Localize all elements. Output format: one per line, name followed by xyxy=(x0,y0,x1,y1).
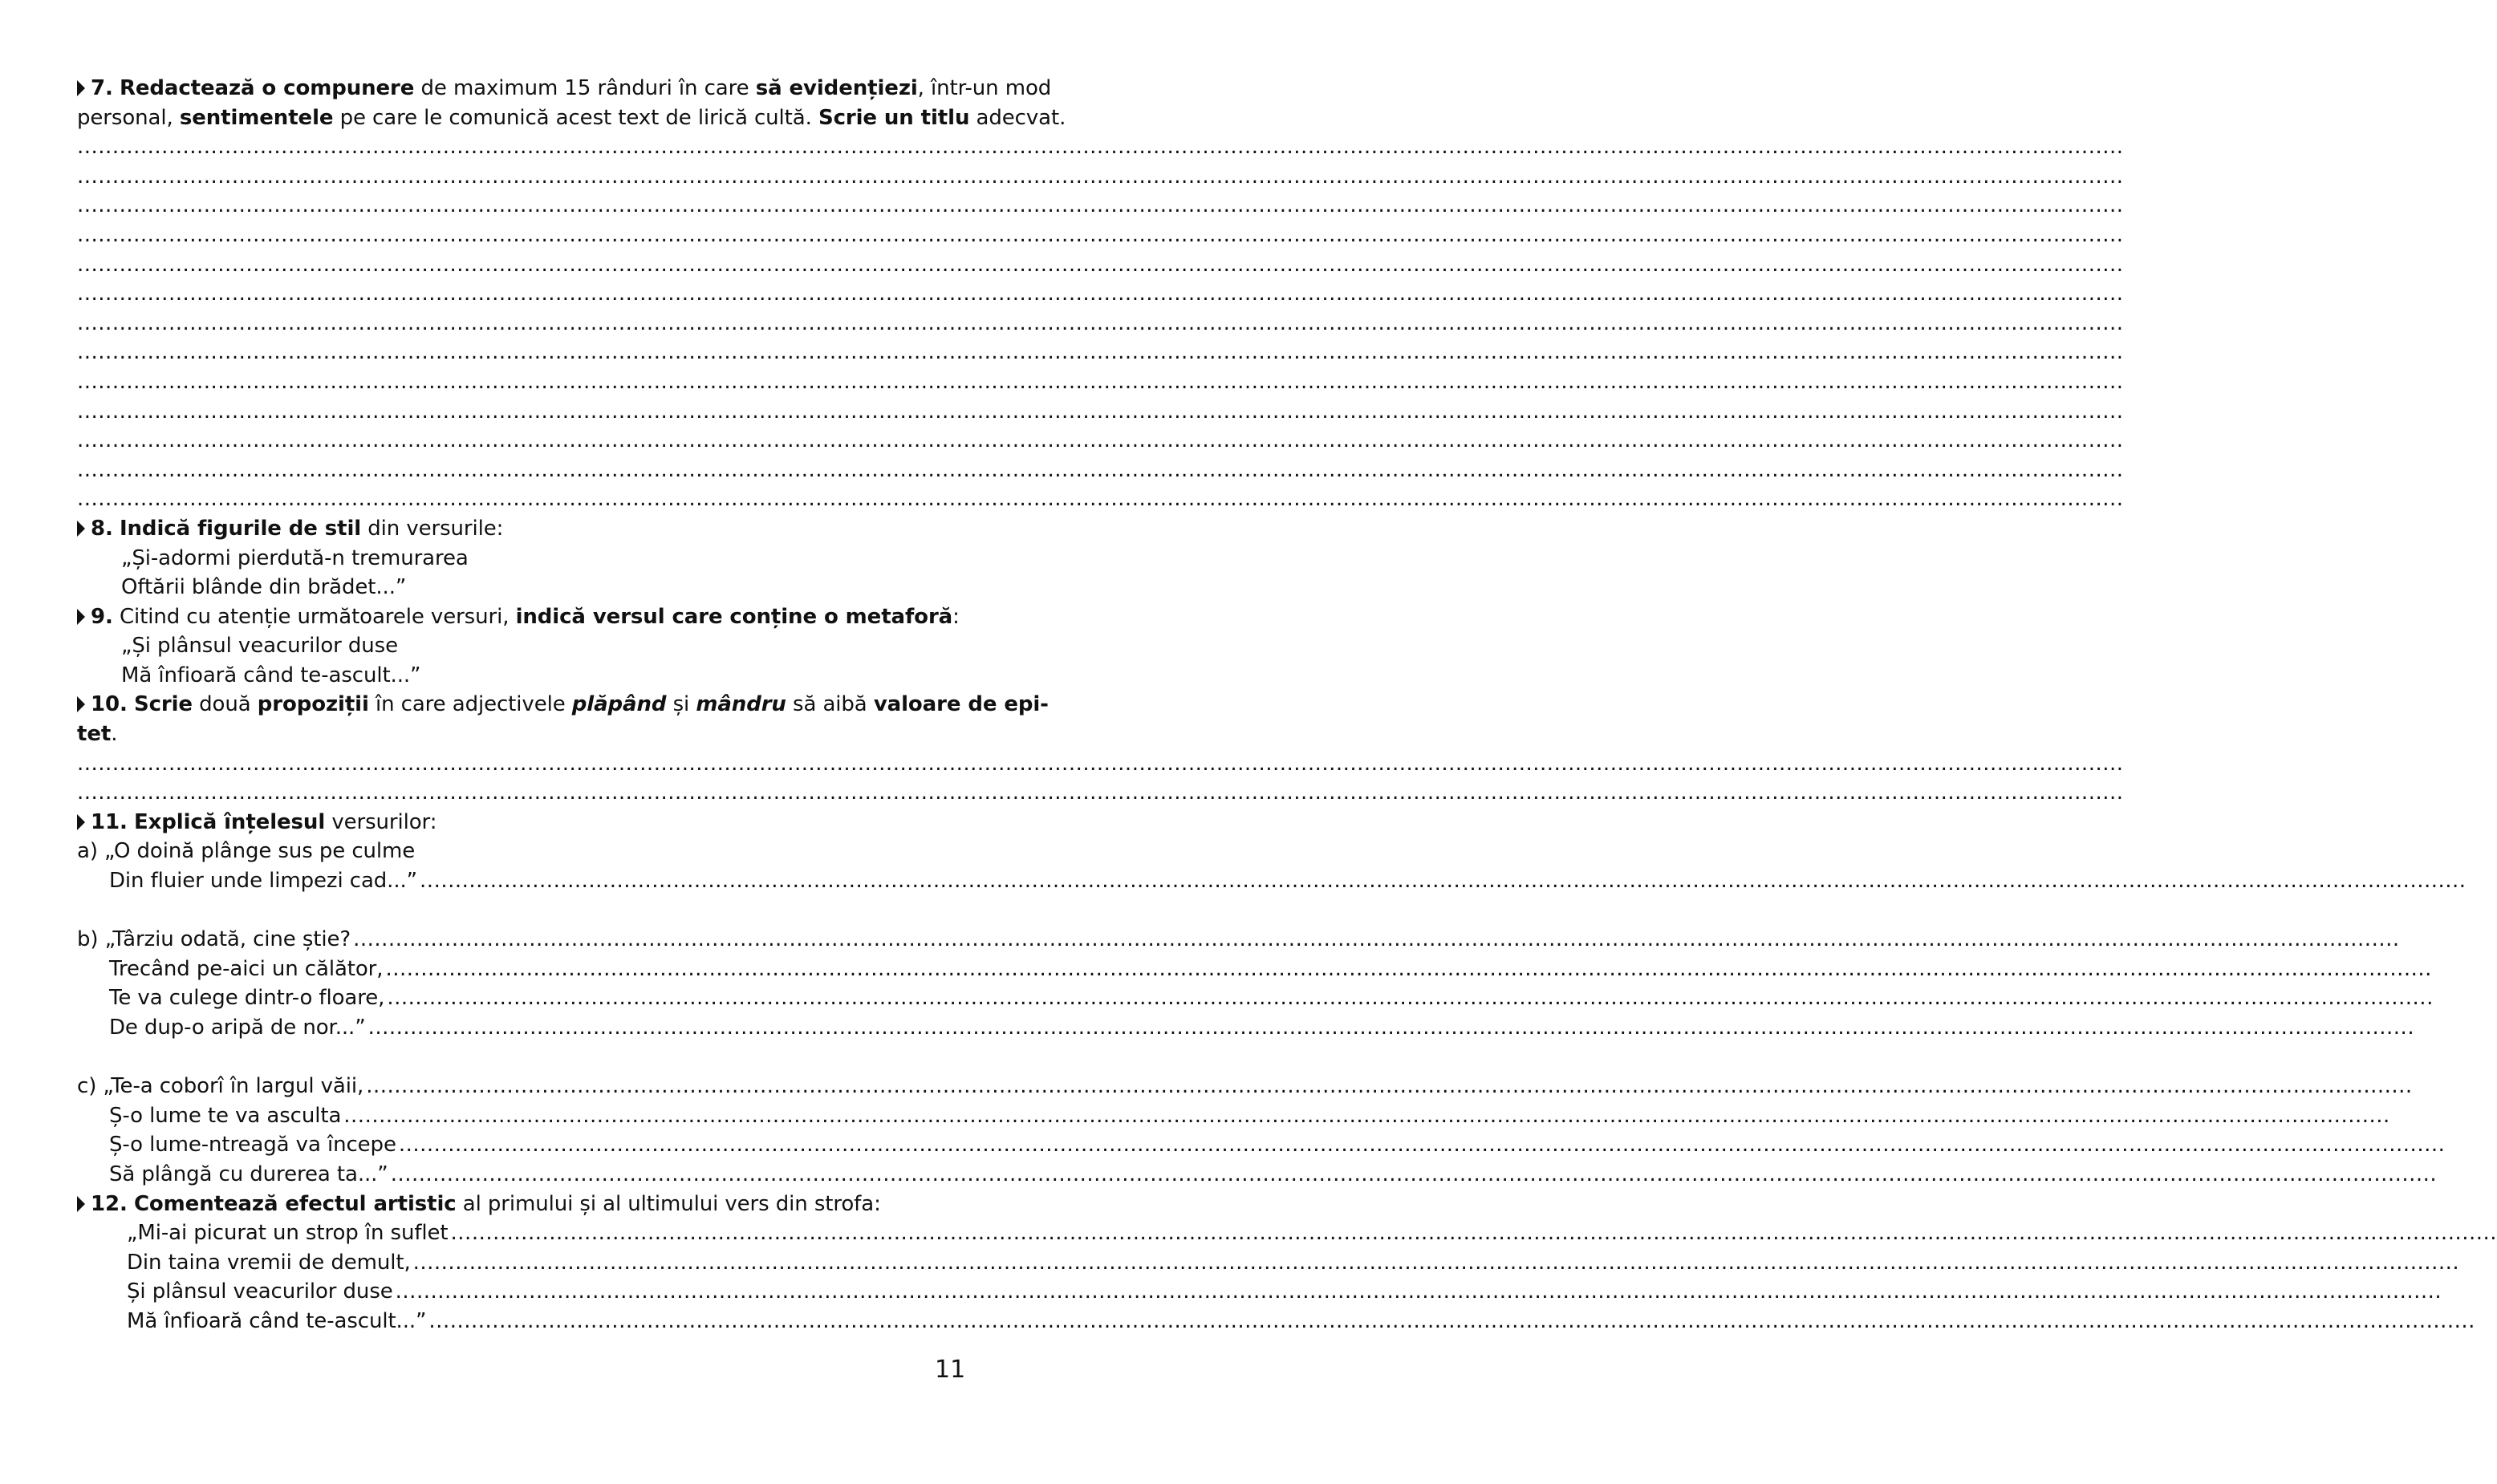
verse-line: a) „O doină plânge sus pe culme xyxy=(77,839,416,864)
answer-line[interactable]: ................................................................................................................................................................................................................................................................................................... xyxy=(77,399,2124,424)
triangle-bullet-icon xyxy=(77,80,85,96)
question-10-line-1: 10. Scrie două propoziții în care adjectivele plăpând și mândru să aibă valoare de epi- xyxy=(77,690,961,720)
triangle-bullet-icon xyxy=(77,1196,85,1212)
answer-line[interactable]: ................................................................................................................................................................................................................................................................................................... xyxy=(77,369,2124,394)
answer-line[interactable]: ................................................................................................................................................................................................................................................................................................... xyxy=(77,222,2124,247)
triangle-bullet-icon xyxy=(77,521,85,537)
verse-line: „Și-adormi pierdută-n tremurarea xyxy=(121,545,469,570)
verse-answer-line[interactable]: b) „Târziu odată, cine știe? ................................................................................................................................................................................................................................................................................................... xyxy=(77,927,2400,952)
verse-answer-line[interactable]: Și plânsul veacurilor duse ................................................................................................................................................................................................................................................................................................... xyxy=(127,1279,2442,1304)
answer-line[interactable]: ................................................................................................................................................................................................................................................................................................... xyxy=(77,457,2124,482)
verse-answer-line[interactable]: „Mi-ai picurat un strop în suflet ................................................................................................................................................................................................................................................................................................... xyxy=(127,1221,2497,1246)
answer-line[interactable]: ................................................................................................................................................................................................................................................................................................... xyxy=(77,751,2124,776)
triangle-bullet-icon xyxy=(77,696,85,712)
verse-line: Oftării blânde din brădet...” xyxy=(121,575,407,600)
question-8-line: 8. Indică figurile de stil din versurile: xyxy=(77,514,961,544)
answer-line[interactable]: ................................................................................................................................................................................................................................................................................................... xyxy=(77,310,2124,335)
answer-line[interactable]: ................................................................................................................................................................................................................................................................................................... xyxy=(77,282,2124,306)
answer-line[interactable]: ................................................................................................................................................................................................................................................................................................... xyxy=(77,135,2124,160)
verse-answer-line[interactable]: Te va culege dintr-o floare, ................................................................................................................................................................................................................................................................................................... xyxy=(109,986,2434,1011)
answer-line[interactable]: ................................................................................................................................................................................................................................................................................................... xyxy=(77,252,2124,277)
verse-answer-line[interactable]: De dup-o aripă de nor...” ................................................................................................................................................................................................................................................................................................... xyxy=(109,1016,2415,1040)
verse-answer-line[interactable]: Să plângă cu durerea ta...” ................................................................................................................................................................................................................................................................................................... xyxy=(109,1162,2438,1186)
verse-line: Mă înfioară când te-ascult...” xyxy=(121,663,421,687)
triangle-bullet-icon xyxy=(77,609,85,625)
page-number: 11 xyxy=(935,1356,966,1384)
verse-answer-line[interactable]: Ș-o lume-ntreagă va începe ................................................................................................................................................................................................................................................................................................... xyxy=(109,1133,2446,1158)
question-10-line-2: tet. xyxy=(77,722,118,747)
worksheet-page xyxy=(77,74,2497,1336)
question-12-line: 12. Comentează efectul artistic al primului și al ultimului vers din strofa: xyxy=(77,1190,961,1219)
answer-line[interactable]: ................................................................................................................................................................................................................................................................................................... xyxy=(77,487,2124,512)
answer-line[interactable]: ................................................................................................................................................................................................................................................................................................... xyxy=(77,781,2124,805)
answer-line[interactable]: ................................................................................................................................................................................................................................................................................................... xyxy=(77,164,2124,189)
verse-answer-line[interactable]: c) „Te-a coborî în largul văii, ................................................................................................................................................................................................................................................................................................... xyxy=(77,1074,2413,1099)
verse-answer-line[interactable]: Trecând pe-aici un călător, ................................................................................................................................................................................................................................................................................................... xyxy=(109,956,2432,981)
verse-answer-line[interactable]: Din taina vremii de demult, ................................................................................................................................................................................................................................................................................................... xyxy=(127,1250,2460,1275)
triangle-bullet-icon xyxy=(77,814,85,830)
question-11-line: 11. Explică înțelesul versurilor: xyxy=(77,808,961,837)
question-7-line-1: 7. Redactează o compunere de maximum 15 rânduri în care să evidențiezi, într-un mod xyxy=(77,74,961,103)
verse-answer-line[interactable]: Ș-o lume te va asculta ................................................................................................................................................................................................................................................................................................... xyxy=(109,1103,2390,1128)
verse-line: „Și plânsul veacurilor duse xyxy=(121,634,399,659)
question-9-line: 9. Citind cu atenție următoarele versuri, indică versul care conține o metaforă: xyxy=(77,602,961,632)
answer-line[interactable]: ................................................................................................................................................................................................................................................................................................... xyxy=(77,193,2124,218)
question-7-line-2: personal, sentimentele pe care le comunică acest text de lirică cultă. Scrie un titlu adecvat. xyxy=(77,105,1066,130)
verse-answer-line[interactable]: Mă înfioară când te-ascult...” ................................................................................................................................................................................................................................................................................................... xyxy=(127,1308,2475,1333)
answer-line[interactable]: ................................................................................................................................................................................................................................................................................................... xyxy=(77,340,2124,365)
verse-answer-line[interactable]: Din fluier unde limpezi cad...” ................................................................................................................................................................................................................................................................................................... xyxy=(109,869,2467,894)
answer-line[interactable]: ................................................................................................................................................................................................................................................................................................... xyxy=(77,428,2124,453)
